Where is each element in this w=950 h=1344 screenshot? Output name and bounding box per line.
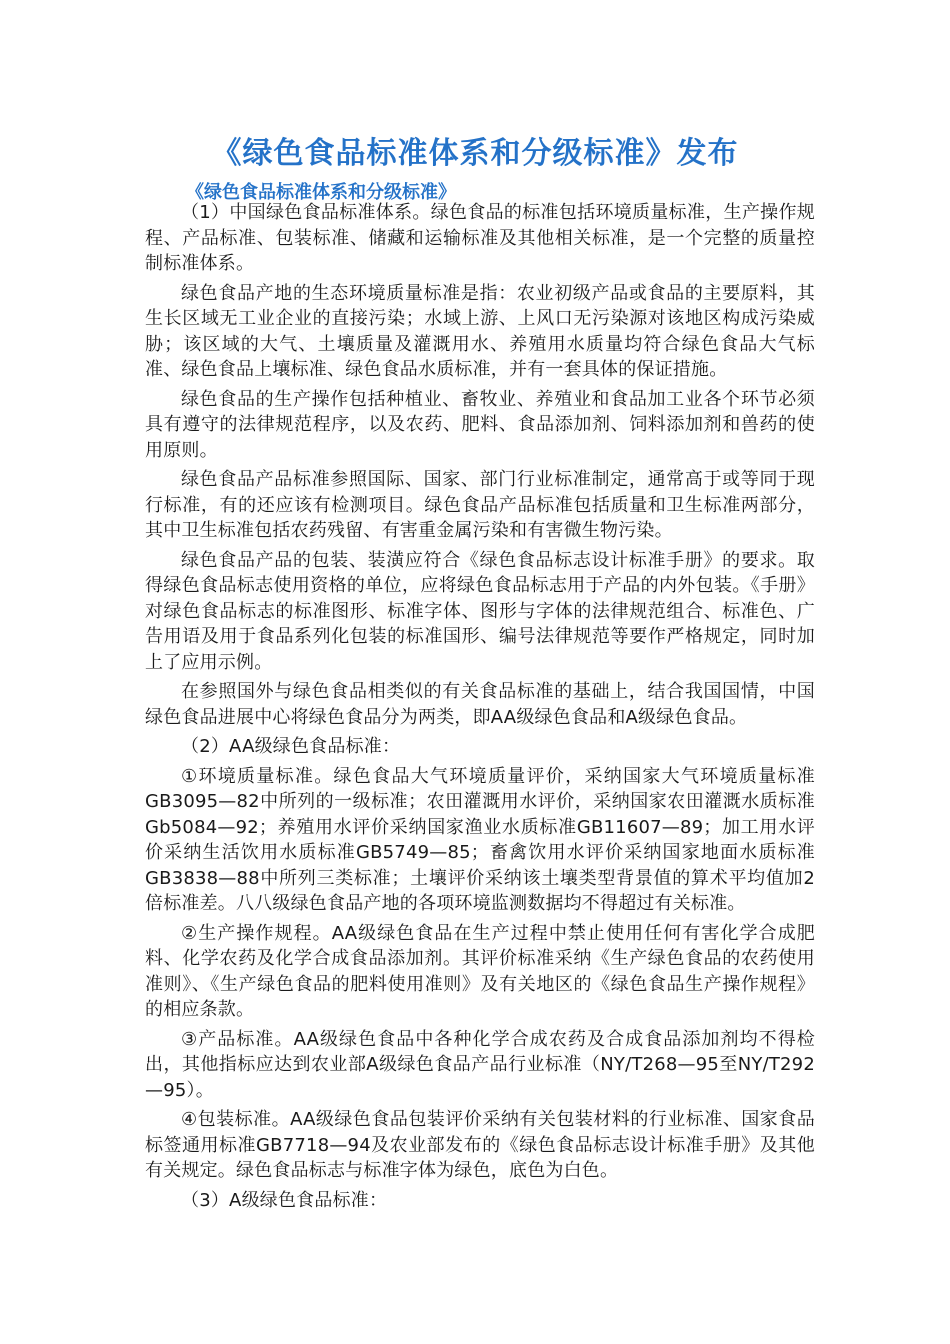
document-subtitle: 《绿色食品标准体系和分级标准》 <box>186 182 456 203</box>
paragraph: 绿色食品产地的生态环境质量标准是指：农业初级产品或食品的主要原料，其生长区域无工业企业的直接污染；水域上游、上风口无污染源对该地区构成污染威胁；该区域的大气、土壤质量及灌溉用水、养殖用水质量均符合绿色食品大气标准、绿色食品上壤标准、绿色食品水质标准，并有一套具体的保证措施。 <box>145 282 815 380</box>
paragraph: （3）A级绿色食品标准： <box>181 1189 388 1211</box>
paragraph: （2）AA级绿色食品标准： <box>181 736 401 757</box>
paragraph: ①环境质量标准。绿色食品大气环境质量评价，采纳国家大气环境质量标准GB3095—82中所列的一级标准；农田灌溉用水评价，采纳国家农田灌溉水质标准Gb5084—92；养殖用水评价采纳国家渔业水质标准GB11607—89；加工用水评价采纳生活饮用水质标准GB5749—85；畜禽饮用水评价采纳国家地面水质标准GB3838—88中所列三类标准；土壤评价采纳该土壤类型背景值的算术平均值加2倍标准差。八八级绿色食品产地的各项环境监测数据均不得超过有关标准。 <box>145 765 815 914</box>
paragraph: 绿色食品的生产操作包括种植业、畜牧业、养殖业和食品加工业各个环节必须具有遵守的法律规范程序，以及农药、肥料、食品添加剂、饲料添加剂和兽药的使用原则。 <box>145 388 815 461</box>
document-body <box>145 200 815 1217</box>
paragraph: 绿色食品产品的包装、装潢应符合《绿色食品标志设计标准手册》的要求。取得绿色食品标志使用资格的单位，应将绿色食品标志用于产品的内外包装。《手册》对绿色食品标志的标准图形、标准字体、图形与字体的法律规范组合、标准色、广告用语及用于食品系列化包装的标准国形、编号法律规范等要作严格规定，同时加上了应用示例。 <box>145 549 815 673</box>
paragraph: 绿色食品产品标准参照国际、国家、部门行业标准制定，通常高于或等同于现行标准，有的还应该有检测项目。绿色食品产品标准包括质量和卫生标准两部分，其中卫生标准包括农药残留、有害重金属污染和有害微生物污染。 <box>145 469 815 541</box>
paragraph: ③产品标准。AA级绿色食品中各种化学合成农药及合成食品添加剂均不得检出，其他指标应达到农业部A级绿色食品产品行业标准（NY/T268—95至NY/T292—95）。 <box>145 1028 815 1101</box>
paragraph: （1）中国绿色食品标准体系。绿色食品的标准包括环境质量标准，生产操作规程、产品标准、包装标准、储藏和运输标准及其他相关标准，是一个完整的质量控制标准体系。 <box>145 202 815 274</box>
paragraph: ②生产操作规程。AA级绿色食品在生产过程中禁止使用任何有害化学合成肥料、化学农药及化学合成食品添加剂。其评价标准采纳《生产绿色食品的农药使用准则》、《生产绿色食品的肥料使用准则》及有关地区的《绿色食品生产操作规程》的相应条款。 <box>145 922 815 1020</box>
paragraph: ④包装标准。AA级绿色食品包装评价采纳有关包装材料的行业标准、国家食品标签通用标准GB7718—94及农业部发布的《绿色食品标志设计标准手册》及其他有关规定。绿色食品标志与标准字体为绿色，底色为白色。 <box>145 1109 815 1181</box>
document-title: 《绿色食品标准体系和分级标准》发布 <box>211 136 739 171</box>
paragraph: 在参照国外与绿色食品相类似的有关食品标准的基础上，结合我国国情，中国绿色食品进展中心将绿色食品分为两类，即AA级绿色食品和A级绿色食品。 <box>145 681 815 728</box>
